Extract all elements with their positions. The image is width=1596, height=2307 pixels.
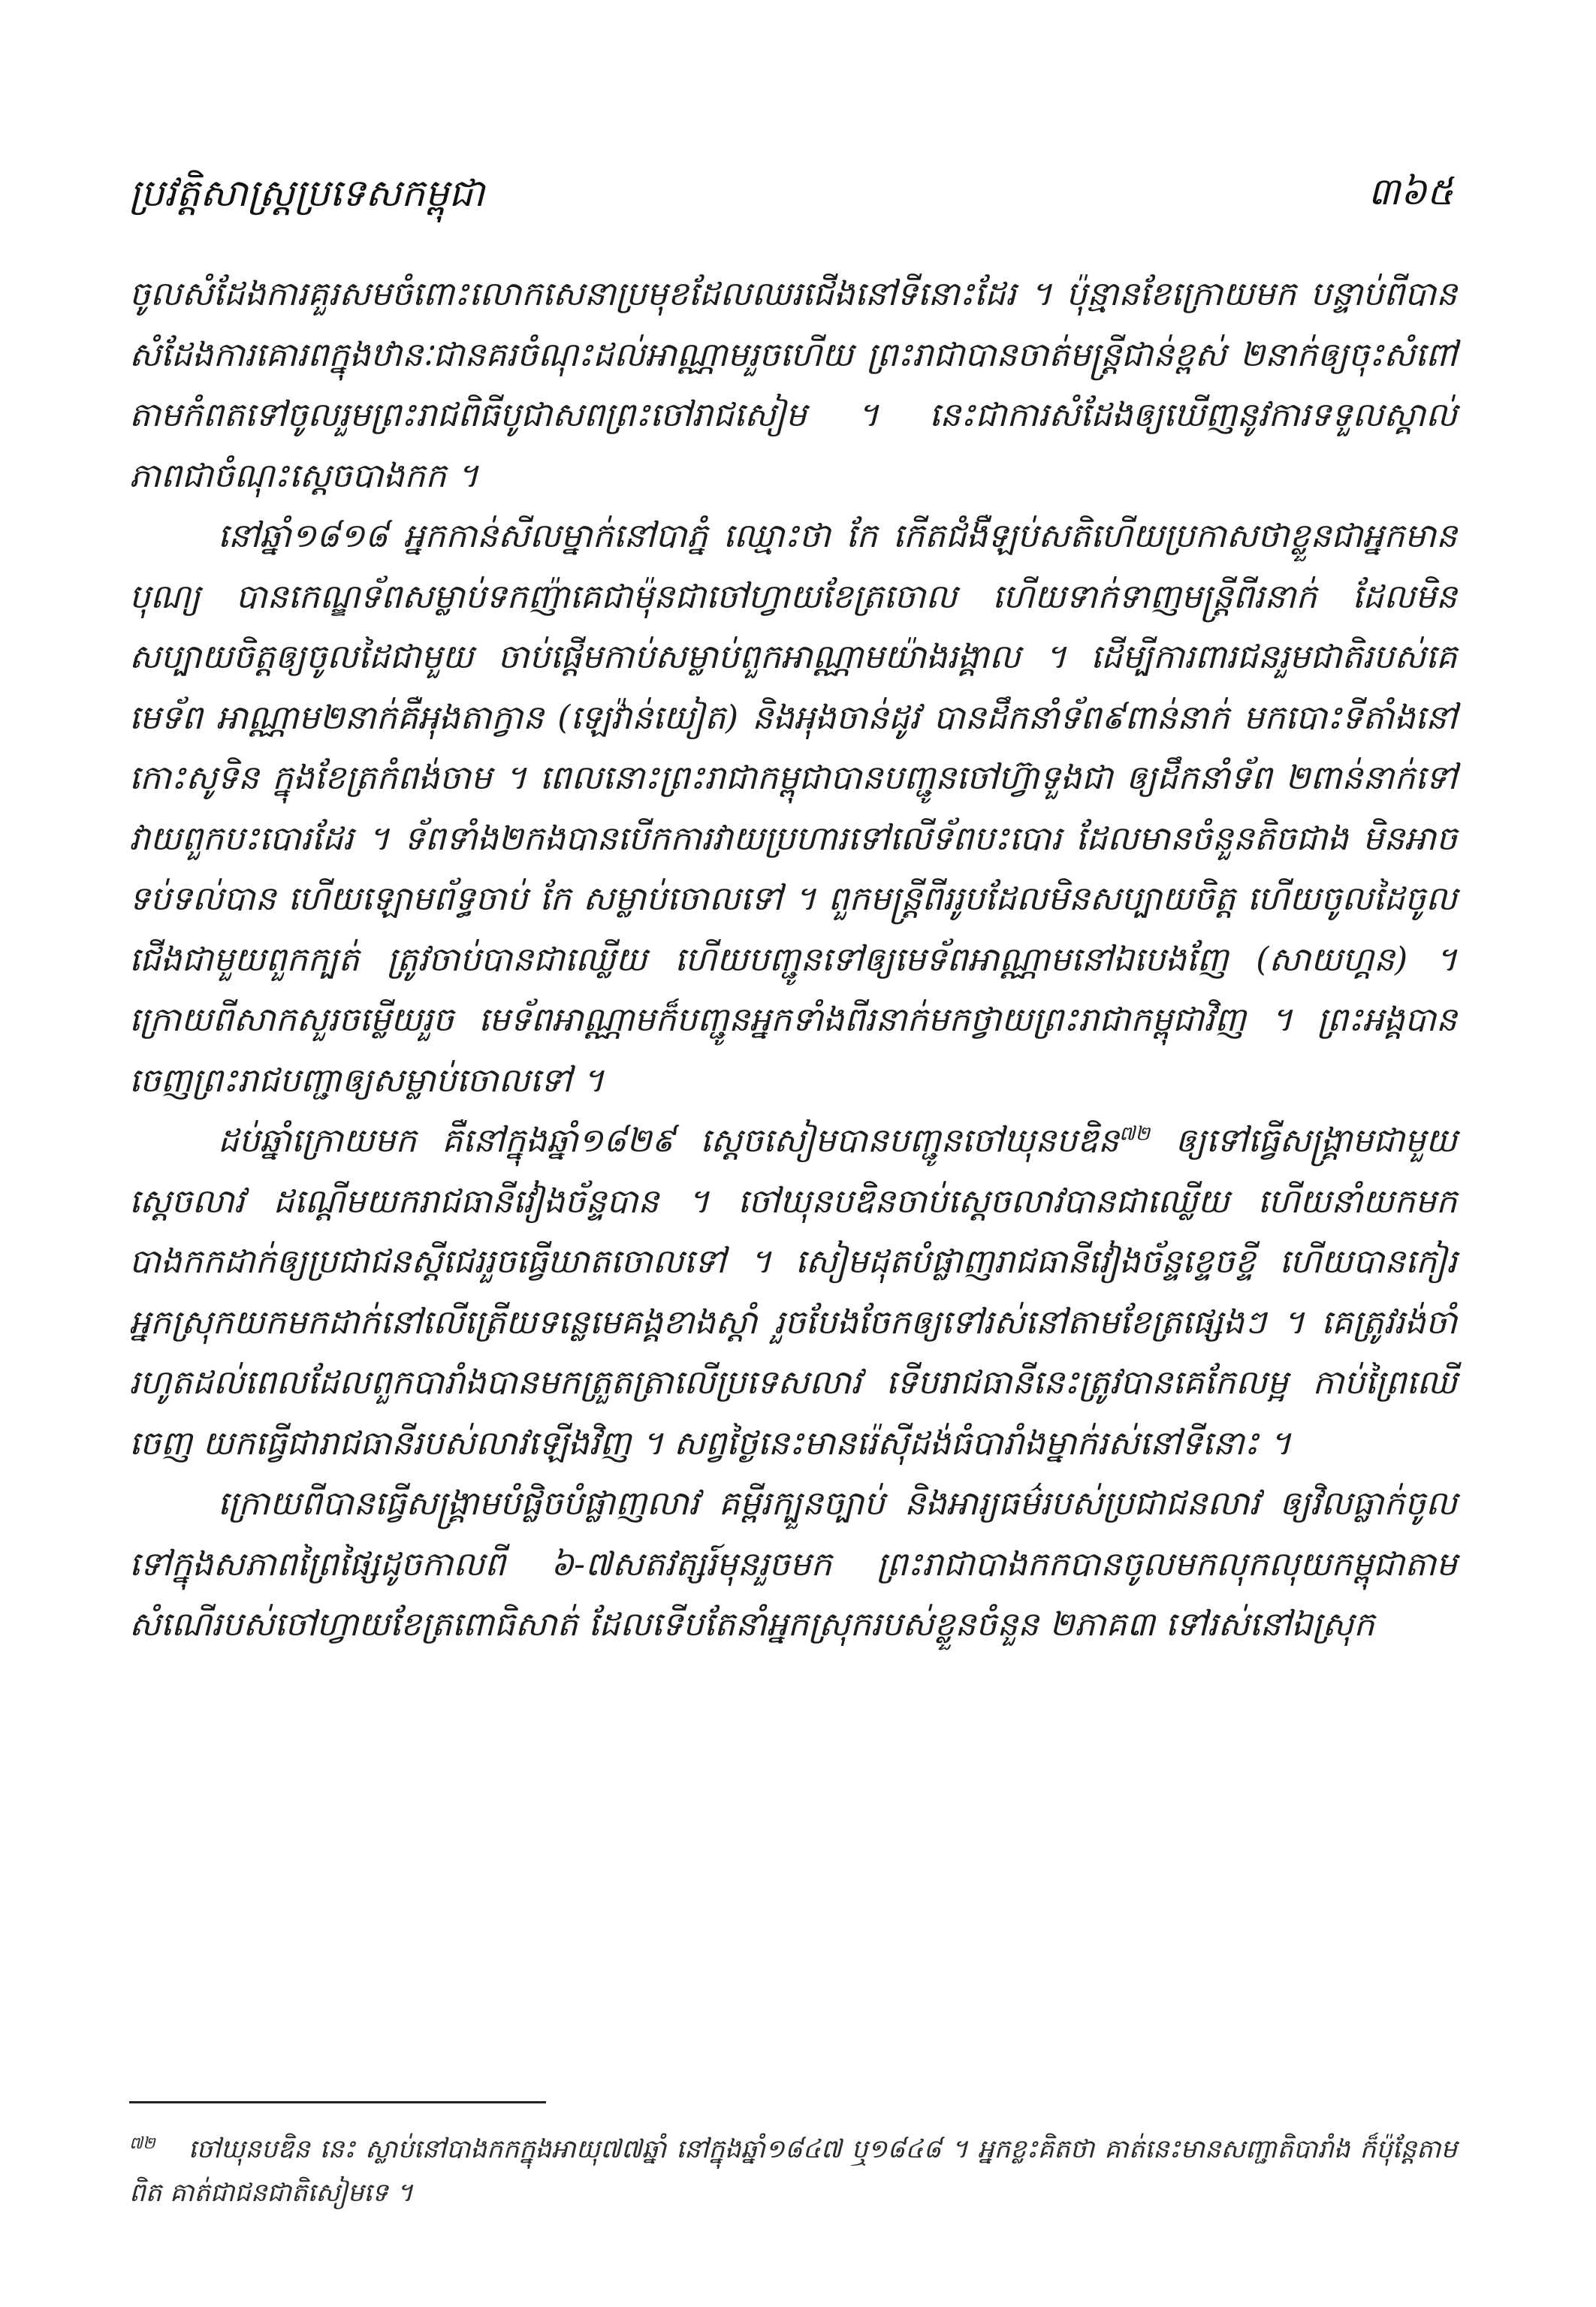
body-text [129, 264, 1457, 1656]
paragraph-text: ក្រោយពីបានធ្វើសង្គ្រាមបំផ្លិចបំផ្លាញលាវ គម្ពីរក្បួនច្បាប់ និងអារ្យធម៌របស់ប្រជាជនលាវ ឲ្យវិលធ្លាក់ចូលទៅក្នុងសភាពព្រៃផ្សៃដូចកាលពី ៦-៧សតវត្សរ៍មុនរួចមក ព្រះរាជាបាងកកបានចូលមកលុកលុយកម្ពុជាតាមសំណើរបស់ចៅហ្វាយខែត្រពោធិសាត់ ដែលទើបតែនាំអ្នកស្រុករបស់ខ្លួនចំនួន ២ភាគ៣ ទៅរស់នៅឯស្រុក [129, 1484, 1457, 1644]
paragraph-invasion [129, 1474, 1457, 1656]
paragraph-text: នៅឆ្នាំ១៨១៨ អ្នកកាន់សីលម្នាក់នៅបាភ្នំ ឈ្មោះថា កែ កើតជំងឺឡប់សតិហើយប្រកាសថាខ្លួនជាអ្នកមានបុណ្យ បានកេណ្ឌទ័ពសម្លាប់ទកញ៉ាគេជាម៉ុនជាចៅហ្វាយខែត្រចោល ហើយទាក់ទាញមន្ត្រីពីរនាក់ ដែលមិនសប្បាយចិត្តឲ្យចូលដៃជាមួយ ចាប់ផ្តើមកាប់សម្លាប់ពួកអាណ្ណាមយ៉ាងរង្គាល ។ ដើម្បីការពារជនរួមជាតិរបស់គេ មេទ័ព អាណ្ណាម២នាក់គឺអុងតាក្វាន (ឡេវ៉ាន់យៀត) និងអុងចាន់ដូវ បានដឹកនាំទ័ព៩ពាន់នាក់ មកបោះទីតាំងនៅកោះសូទិន ក្នុងខែត្រកំពង់ចាម ។ ពេលនោះព្រះរាជាកម្ពុជាបានបញ្ជូនចៅហ្វ៊ាទួងជា ឲ្យដឹកនាំទ័ព ២ពាន់នាក់ទៅវាយពួកបះបោរដែរ ។ ទ័ពទាំង២កងបានបើកការវាយប្រហារទៅលើទ័ពបះបោរ ដែលមានចំនួនតិចជាង មិនអាចទប់ទល់បាន ហើយឡោមព័ទ្ធចាប់ កែ សម្លាប់ចោលទៅ ។ ពួកមន្ត្រីពីររូបដែលមិនសប្បាយចិត្ត ហើយចូលដៃចូលជើងជាមួយពួកក្បត់ ត្រូវចាប់បានជាឈ្លើយ ហើយបញ្ជូនទៅឲ្យមេទ័ពអាណ្ណាមនៅឯបេងញែ (សាយហ្គន) ។ ក្រោយពីសាកសួរចម្លើយរួច មេទ័ពអាណ្ណាមក៏បញ្ជូនអ្នកទាំងពីរនាក់មកថ្វាយព្រះរាជាកម្ពុជាវិញ ។ ព្រះអង្គបានចេញព្រះរាជបញ្ជាឲ្យសម្លាប់ចោលទៅ ។ [129, 517, 1457, 1100]
footnote [129, 2127, 1457, 2215]
paragraph-text: ឲ្យទៅធ្វើសង្គ្រាមជាមួយស្តេចលាវ ដណ្តើមយករាជធានីវៀងច័ន្ទបាន ។ ចៅឃុនបឌិនចាប់ស្តេចលាវបានជាឈ្លើយ ហើយនាំយកមកបាងកកដាក់ឲ្យប្រជាជនស្តីជេររួចធ្វើឃាតចោលទៅ ។ សៀមដុតបំផ្លាញរាជធានីវៀងច័ន្ទខ្ទេចខ្ទី ហើយបានកៀរអ្នកស្រុកយកមកដាក់នៅលើត្រើយទន្លេមេគង្គខាងស្តាំ រួចបែងចែកឲ្យទៅរស់នៅតាមខែត្រផ្សេងៗ ។ គេត្រូវរង់ចាំរហូតដល់ពេលដែលពួកបារាំងបានមកត្រួតត្រាលើប្រទេសលាវ ទើបរាជធានីនេះត្រូវបានគេកែលម្អ កាប់ព្រៃឈើចេញ យកធ្វើជារាជធានីរបស់លាវឡើងវិញ ។ សព្វថ្ងៃនេះមានរ៉េស៊ីដង់ធំបារាំងម្នាក់រស់នៅទីនោះ ។ [129, 1122, 1457, 1463]
paragraph-text: ដប់ឆ្នាំក្រោយមក គឺនៅក្នុងឆ្នាំ១៨២៩ ស្តេចសៀមបានបញ្ជូនចៅឃុនបឌិន [218, 1122, 1119, 1160]
running-title: ប្រវត្តិសាស្ត្រប្រទេសកម្ពុជា [129, 171, 485, 215]
footnote-separator [129, 2101, 546, 2103]
paragraph-text: ចូលសំដែងការគួរសមចំពោះលោកសេនាប្រមុខដែលឈរជើងនៅទីនោះដែរ ។ ប៉ុន្មានខែក្រោយមក បន្ទាប់ពីបានសំដែងការគោរពក្នុងឋានៈជានគរចំណុះដល់អាណ្ណាមរួចហើយ ព្រះរាជាបានចាត់មន្ត្រីជាន់ខ្ពស់ ២នាក់ឲ្យចុះសំពៅតាមកំពតទៅចូលរួមព្រះរាជពិធីបូជាសពព្រះចៅរាជសៀម ។ នេះជាការសំដែងឲ្យឃើញនូវការទទួលស្គាល់ភាពជាចំណុះស្តេចបាងកក ។ [129, 275, 1457, 495]
footnote-text: ចៅឃុនបឌិន នេះ ស្លាប់នៅបាងកកក្នុងអាយុ៧៧ឆ្នាំ នៅក្នុងឆ្នាំ១៨៤៧ ឬ១៨៤៨ ។ អ្នកខ្លះគិតថា គាត់នេះមានសញ្ជាតិបារាំង ក៏ប៉ុន្តែតាមពិត គាត់ជាជនជាតិសៀមទេ ។ [129, 2134, 1457, 2208]
page-number: ៣៦៥ [1368, 170, 1453, 213]
footnote-marker: ៧២ [129, 2133, 155, 2153]
paragraph-1829-laos-war [129, 1111, 1457, 1474]
footnote-reference[interactable]: ៧២ [1118, 1122, 1150, 1146]
paragraph-1818-revolt [129, 506, 1457, 1111]
paragraph-continuation [129, 264, 1457, 506]
